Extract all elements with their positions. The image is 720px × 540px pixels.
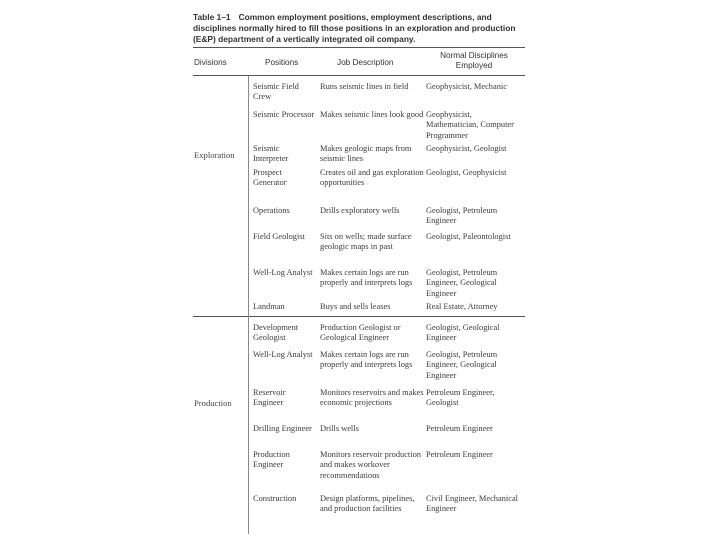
job-description-cell: Creates oil and gas exploration opportunities (320, 168, 424, 188)
disciplines-cell: Petroleum Engineer (426, 424, 493, 433)
job-description-cell: Makes certain logs are run properly and interprets logs (320, 350, 413, 370)
position-cell: Well-Log Analyst (253, 350, 313, 359)
position-cell: Development Geologist (253, 323, 299, 343)
job-description-cell: Makes geologic maps from seismic lines (320, 144, 412, 164)
disciplines-cell: Civil Engineer, Mechanical Engineer (426, 494, 518, 514)
position-cell: Landman (253, 302, 285, 311)
job-description-cell: Sits on wells; made surface geologic maps in past (320, 232, 412, 252)
disciplines-cell: Geologist, Geological Engineer (426, 323, 500, 343)
disciplines-cell: Geophysicist, Geologist (426, 144, 507, 153)
disciplines-cell: Petroleum Engineer (426, 450, 493, 459)
position-cell: Operations (253, 206, 290, 215)
job-description-cell: Production Geologist or Geological Engineer (320, 323, 401, 343)
position-cell: Drilling Engineer (253, 424, 312, 433)
position-cell: Seismic Field Crew (253, 82, 299, 102)
header-job-description: Job Description (337, 58, 394, 67)
position-cell: Seismic Processor (253, 110, 315, 119)
top-rule (193, 47, 525, 48)
disciplines-cell: Geologist, Petroleum Engineer (426, 206, 498, 226)
job-description-cell: Buys and sells leases (320, 302, 391, 311)
disciplines-cell: Geologist, Geophysicist (426, 168, 507, 177)
division-label-exploration: Exploration (194, 150, 235, 160)
division-separator-rule (193, 316, 525, 317)
caption-text: Common employment positions, employment descriptions, and disciplines normally hired to fill those positions in an exploration and production (E&P) department of a vertically integrated oil company. (193, 12, 516, 44)
position-cell: Well-Log Analyst (253, 268, 313, 277)
table-number: Table 1–1 (193, 12, 231, 22)
position-cell: Reservoir Engineer (253, 388, 286, 408)
disciplines-cell: Geologist, Petroleum Engineer, Geological Engineer (426, 350, 498, 380)
disciplines-cell: Geophysicist, Mathematician, Computer Programmer (426, 110, 514, 140)
disciplines-cell: Geophysicist, Mechanic (426, 82, 507, 91)
job-description-cell: Design platforms, pipelines, and production facilities (320, 494, 415, 514)
position-cell: Production Engineer (253, 450, 290, 470)
job-description-cell: Monitors reservoir production and makes workover recommendations (320, 450, 421, 480)
division-column-divider (248, 76, 249, 534)
header-divisions: Divisions (194, 58, 227, 67)
disciplines-cell: Petroleum Engineer, Geologist (426, 388, 495, 408)
header-disciplines: Normal Disciplines Employed (440, 51, 508, 70)
header-rule (193, 75, 525, 76)
position-cell: Prospect Generator (253, 168, 287, 188)
job-description-cell: Drills exploratory wells (320, 206, 400, 215)
position-cell: Construction (253, 494, 297, 503)
job-description-cell: Makes seismic lines look good (320, 110, 424, 119)
division-label-production: Production (194, 398, 232, 408)
disciplines-cell: Geologist, Paleontologist (426, 232, 511, 241)
table-caption (193, 12, 523, 45)
job-description-cell: Monitors reservoirs and makes economic projections (320, 388, 424, 408)
position-cell: Seismic Interpreter (253, 144, 289, 164)
position-cell: Field Geologist (253, 232, 305, 241)
header-positions: Positions (265, 58, 299, 67)
job-description-cell: Makes certain logs are run properly and interprets logs (320, 268, 413, 288)
disciplines-cell: Real Estate, Attorney (426, 302, 498, 311)
job-description-cell: Runs seismic lines in field (320, 82, 409, 91)
disciplines-cell: Geologist, Petroleum Engineer, Geological Engineer (426, 268, 498, 298)
job-description-cell: Drills wells (320, 424, 359, 433)
